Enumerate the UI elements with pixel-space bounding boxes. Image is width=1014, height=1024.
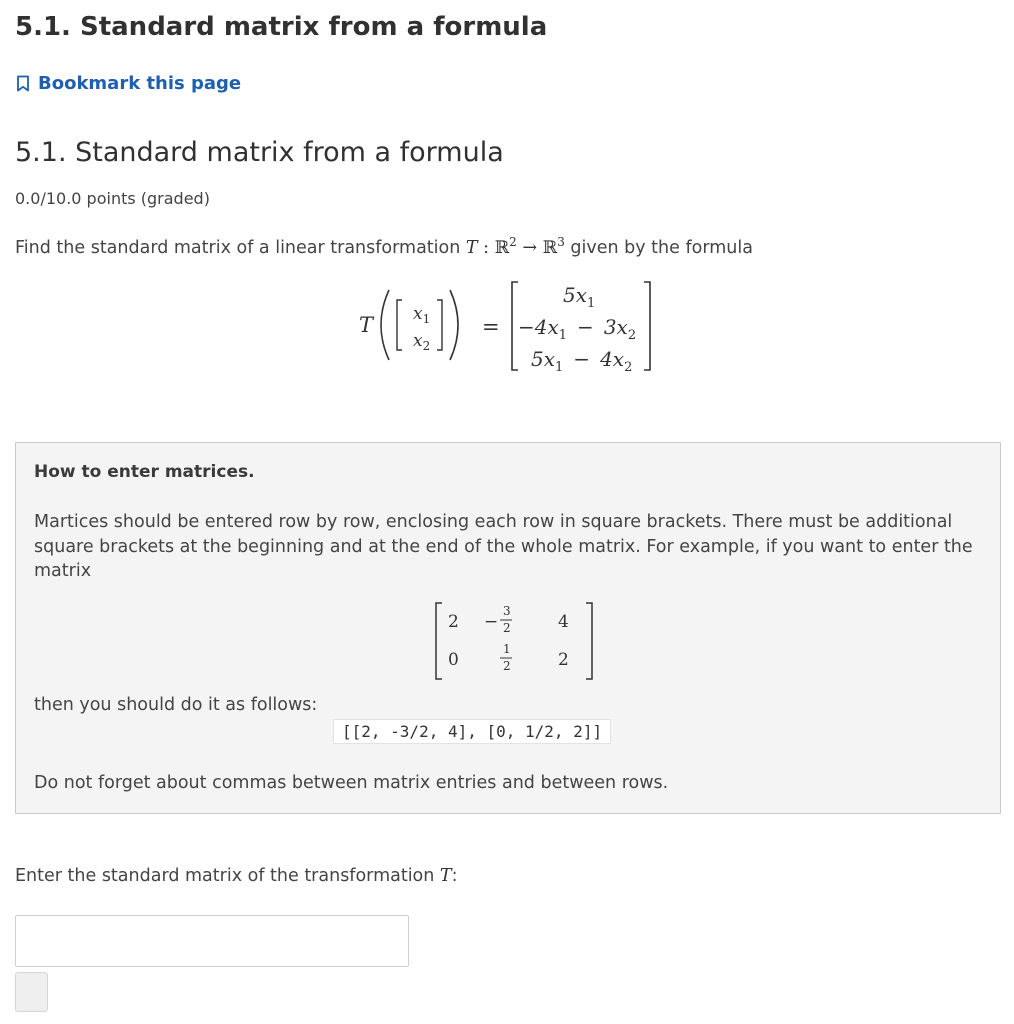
statement-T: T xyxy=(465,237,478,258)
commas-note: Do not forget about commas between matrix entries and between rows. xyxy=(34,773,669,793)
help-text: Martices should be entered row by row, enclosing each row in square brackets. There must be additional square brackets at the beginning and at the end of the whole matrix. For example, if you want to enter the matrix xyxy=(34,512,973,581)
statement-before: Find the standard matrix of a linear transformation xyxy=(15,237,466,258)
answer-input[interactable] xyxy=(15,915,409,967)
answer-prompt-end: : xyxy=(451,866,458,886)
answer-prompt-T: T xyxy=(439,866,452,886)
statement-arrow: → xyxy=(522,237,538,258)
help-box xyxy=(15,442,1001,814)
formula-input-x1: $x_1$ xyxy=(413,304,431,326)
bookmark-label: Bookmark this page xyxy=(38,73,242,94)
formula-row-3: $5x_1 - 4x_2$ xyxy=(531,347,633,375)
example-r1c1: 2 xyxy=(448,612,459,632)
formula-row-1: $5x_1$ xyxy=(563,283,596,311)
formula-input-left-bracket xyxy=(397,300,402,350)
statement-domain: ℝ xyxy=(494,237,510,258)
problem-statement xyxy=(15,235,753,258)
statement-colon: : xyxy=(483,237,490,258)
formula-right-paren xyxy=(450,290,458,360)
statement-domain-exp: 2 xyxy=(509,235,517,249)
transformation-formula xyxy=(355,278,665,378)
answer-prompt-text: Enter the standard matrix of the transformation xyxy=(15,866,440,886)
formula-row-2: $-4x_1 - 3x_2$ xyxy=(518,315,637,343)
example-r1c3: 4 xyxy=(558,612,569,632)
example-r2c2-num: 1 xyxy=(503,642,511,656)
code-example: [[2, -3/2, 4], [0, 1/2, 2]] xyxy=(333,719,611,744)
formula-left-paren xyxy=(381,290,389,360)
example-r1c2-den: 2 xyxy=(503,621,511,635)
page-title: 5.1. Standard matrix from a formula xyxy=(15,12,548,42)
example-left-bracket xyxy=(436,603,442,679)
bookmark-button[interactable] xyxy=(16,73,241,94)
formula-T: T xyxy=(359,313,374,337)
statement-codomain-exp: 3 xyxy=(557,235,565,249)
bookmark-icon xyxy=(16,75,30,92)
formula-equals: = xyxy=(482,315,500,339)
example-r1c2-sign: − xyxy=(484,612,499,632)
help-title: How to enter matrices. xyxy=(34,462,255,482)
statement-after: given by the formula xyxy=(570,237,753,258)
formula-input-right-bracket xyxy=(437,300,442,350)
then-text: then you should do it as follows: xyxy=(34,695,318,715)
example-r2c3: 2 xyxy=(558,650,569,670)
example-r2c1: 0 xyxy=(448,650,459,670)
statement-codomain: ℝ xyxy=(542,237,558,258)
problem-title: 5.1. Standard matrix from a formula xyxy=(15,137,504,168)
example-right-bracket xyxy=(586,603,592,679)
example-r2c2-den: 2 xyxy=(503,659,511,673)
formula-input-x2: $x_2$ xyxy=(413,331,431,353)
preview-button[interactable] xyxy=(15,972,48,1012)
points-status: 0.0/10.0 points (graded) xyxy=(15,189,210,208)
answer-prompt xyxy=(15,866,458,886)
example-r1c2-num: 3 xyxy=(503,604,511,618)
formula-output-right-bracket xyxy=(644,282,650,370)
example-matrix xyxy=(434,601,600,683)
